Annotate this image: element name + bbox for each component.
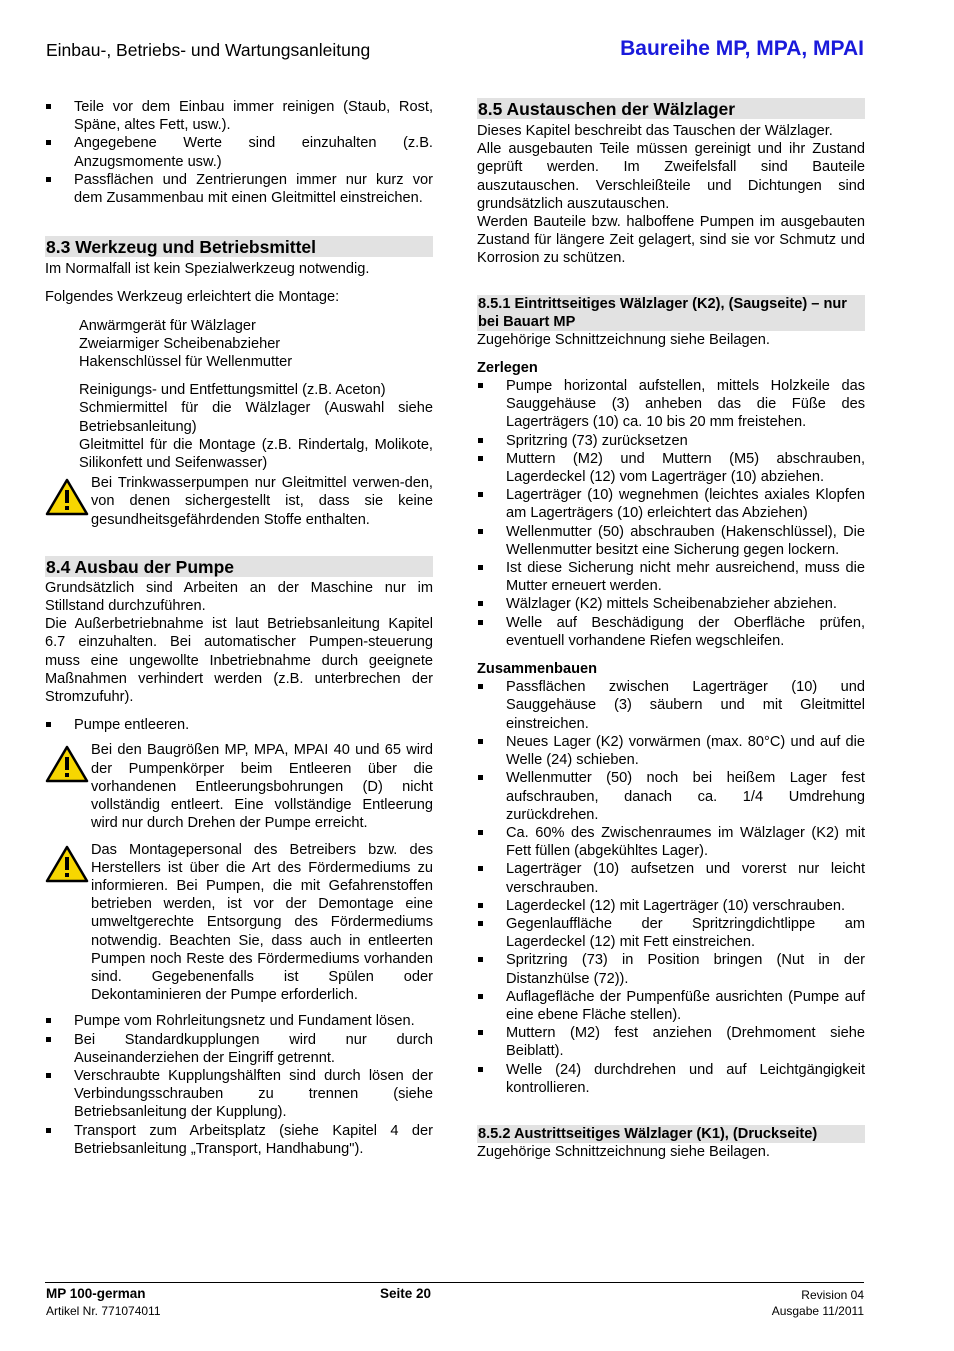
list-item: Muttern (M2) und Muttern (M5) abschrauben, Lagerdeckel (12) vom Lagerträger (10) abziehen.	[477, 450, 865, 486]
list-item: Zweiarmiger Scheibenabzieher	[79, 335, 281, 352]
footer-revision: Revision 04	[801, 1288, 864, 1302]
footer-page-number: Seite 20	[380, 1286, 432, 1301]
right-column	[477, 98, 865, 1161]
bullet-list-zerlegen	[477, 377, 865, 650]
list-item: Gegenlauffläche der Spritzringdichtlippe am Lagerdeckel (12) mit Fett einstreichen.	[477, 915, 865, 951]
warning-note	[45, 474, 433, 529]
list-item: Ca. 60% des Zwischenraumes im Wälzlager (K2) mit Fett füllen (abgekühltes Lager).	[477, 824, 865, 860]
list-item: Pumpe horizontal aufstellen, mittels Holzkeile das Sauggehäuse (3) anheben das die Füße des Lagerträgers (10) ca. 10 bis 20 mm freistehen.	[477, 377, 865, 432]
footer-article-number: Artikel Nr. 771074011	[46, 1304, 161, 1318]
list-item: Welle auf Beschädigung der Oberfläche prüfen, eventuell vorhandene Riefen wegschleifen.	[477, 614, 865, 650]
list-item: Reinigungs- und Entfettungsmittel (z.B. Aceton)	[79, 382, 386, 399]
list-item: Muttern (M2) fest anziehen (Drehmoment siehe Beiblatt).	[477, 1024, 865, 1060]
list-item: Pumpe entleeren.	[45, 716, 433, 734]
list-item: Lagerträger (10) aufsetzen und vorerst nur leicht verschrauben.	[477, 860, 865, 896]
paragraph: Folgendes Werkzeug erleichtert die Montage:	[45, 289, 340, 306]
list-item: Neues Lager (K2) vorwärmen (max. 80°C) und auf die Welle (24) schieben.	[477, 733, 865, 769]
section-heading-8-5: 8.5 Austauschen der Wälzlager	[477, 98, 865, 119]
list-item: Passflächen und Zentrierungen immer nur kurz vor dem Zusammenbau mit einen Gleitmittel einstreichen.	[45, 171, 433, 207]
warning-note	[45, 841, 433, 1005]
bullet-list	[45, 1012, 433, 1158]
list-item: Schmiermittel für die Wälzlager (Auswahl siehe Betriebsanleitung)	[79, 400, 433, 435]
list-item: Teile vor dem Einbau immer reinigen (Staub, Rost, Späne, altes Fett, usw.).	[45, 98, 433, 134]
paragraph: Werden Bauteile bzw. halboffene Pumpen im ausgebauten Zustand für längere Zeit gelagert, sind sie vor Schmutz und Korrosion zu schützen.	[477, 214, 865, 267]
header-title: Einbau-, Betriebs- und Wartungsanleitung	[46, 40, 371, 60]
paragraph: Alle ausgebauten Teile müssen gereinigt und ihr Zustand geprüft werden. Im Zweifelsfall sind Bauteile auszutauschen. Verschleißteile und Dichtungen sind grundsätzlich auszutauschen.	[477, 141, 865, 212]
header-series: Baureihe MP, MPA, MPAI	[620, 37, 864, 60]
list-item: Lagerträger (10) wegnehmen (leichtes axiales Klopfen am Lagerträgers (10) erleichtert das Abziehen)	[477, 486, 865, 522]
list-item: Bei Standardkupplungen wird nur durch Auseinanderziehen der Eingriff getrennt.	[45, 1031, 433, 1067]
subheading-zerlegen: Zerlegen	[477, 359, 538, 376]
footer-edition: Ausgabe 11/2011	[771, 1304, 864, 1318]
bullet-list	[45, 716, 433, 734]
paragraph: Zugehörige Schnittzeichnung siehe Beilagen.	[477, 331, 770, 348]
list-item: Wellenmutter (50) abschrauben (Hakenschlüssel), Die Wellenmutter besitzt eine Sicherung gegen lockern.	[477, 523, 865, 559]
list-item: Ist diese Sicherung nicht mehr ausreichend, muss die Mutter erneuert werden.	[477, 559, 865, 595]
list-item: Verschraubte Kupplungshälften sind durch lösen der Verbindungsschrauben zu trennen (siehe Betriebsanleitung der Kupplung).	[45, 1067, 433, 1122]
bullet-list-zusammenbauen	[477, 678, 865, 1097]
section-heading-8-5-1: 8.5.1 Eintrittseitiges Wälzlager (K2), (Saugseite) – nur bei Bauart MP	[477, 295, 865, 331]
section-heading-8-4: 8.4 Ausbau der Pumpe	[45, 556, 433, 577]
warning-note	[45, 741, 433, 832]
list-item: Anwärmgerät für Wälzlager	[79, 317, 256, 334]
intro-bullet-list	[45, 98, 433, 207]
list-item: Wälzlager (K2) mittels Scheibenabzieher abziehen.	[477, 595, 865, 613]
list-item: Lagerdeckel (12) mit Lagerträger (10) verschrauben.	[477, 897, 865, 915]
footer-divider	[45, 1282, 864, 1283]
list-item: Auflagefläche der Pumpenfüße ausrichten (Pumpe auf eine ebene Fläche stellen).	[477, 988, 865, 1024]
warning-text: Bei Trinkwasserpumpen nur Gleitmittel verwen-den, von denen sichergestellt ist, dass sie keine gesundheitsgefährdenden Stoffe enthalten.	[91, 475, 433, 528]
warning-text: Bei den Baugrößen MP, MPA, MPAI 40 und 65 wird der Pumpenkörper beim Entleeren über die vorhandenen Entleerungsbohrungen (D) nicht vollständig entleert. Eine vollständige Entleerung wird nur durch Drehen der Pumpe erreicht.	[91, 742, 433, 832]
paragraph: Zugehörige Schnittzeichnung siehe Beilagen.	[477, 1143, 770, 1160]
paragraph: Dieses Kapitel beschreibt das Tauschen der Wälzlager.	[477, 123, 833, 139]
tool-list	[45, 317, 433, 473]
list-item: Transport zum Arbeitsplatz (siehe Kapitel 4 der Betriebsanleitung „Transport, Handhabung").	[45, 1122, 433, 1158]
list-item: Welle (24) durchdrehen und auf Leichtgängigkeit kontrollieren.	[477, 1061, 865, 1097]
warning-text: Das Montagepersonal des Betreibers bzw. des Herstellers ist über die Art des Fördermediums zu informieren. Bei Pumpen, die mit Gefahrenstoffen betrieben werden, ist vor der Demontage eine umweltgerechte Entsorgung des Fördermediums notwendig. Beachten Sie, dass auch in entleerten Pumpen noch Reste des Fördermediums vorhanden sind. Gegebenenfalls ist Spülen oder Dekontaminieren der Pumpe erforderlich.	[91, 841, 433, 1004]
list-item: Passflächen zwischen Lagerträger (10) und Sauggehäuse (3) säubern und mit Gleitmittel einstreichen.	[477, 678, 865, 733]
list-item: Gleitmittel für die Montage (z.B. Rindertalg, Molikote, Silikonfett und Seifenwasser)	[79, 436, 433, 472]
list-item: Spritzring (73) in Position bringen (Nut in der Distanzhülse (72)).	[477, 951, 865, 987]
section-heading-8-3: 8.3 Werkzeug und Betriebsmittel	[45, 236, 433, 257]
left-column	[45, 98, 433, 1158]
list-item: Hakenschlüssel für Wellenmutter	[79, 354, 293, 371]
warning-triangle-icon	[45, 478, 89, 516]
section-heading-8-5-2: 8.5.2 Austrittseitiges Wälzlager (K1), (Druckseite)	[477, 1125, 865, 1143]
list-item: Wellenmutter (50) noch bei heißem Lager fest aufschrauben, danach ca. 1/4 Umdrehung zurückdrehen.	[477, 769, 865, 824]
list-item: Spritzring (73) zurücksetzen	[477, 432, 865, 450]
paragraph: Im Normalfall ist kein Spezialwerkzeug notwendig.	[45, 261, 370, 278]
paragraph: Grundsätzlich sind Arbeiten an der Maschine nur im Stillstand durchzuführen.	[45, 579, 433, 615]
warning-triangle-icon	[45, 745, 89, 783]
list-item: Pumpe vom Rohrleitungsnetz und Fundament lösen.	[45, 1012, 433, 1030]
footer-doc-name: MP 100-german	[46, 1286, 146, 1301]
subheading-zusammenbauen: Zusammenbauen	[477, 661, 598, 678]
warning-triangle-icon	[45, 845, 89, 883]
list-item: Angegebene Werte sind einzuhalten (z.B. Anzugsmomente usw.)	[45, 134, 433, 170]
paragraph: Die Außerbetriebnahme ist laut Betriebsanleitung Kapitel 6.7 einzuhalten. Bei automatischer Pumpen-steuerung muss eine ungewollte Inbetriebnahme durch geeignete Maßnahmen verhindert werden (z.B. unterbrechen der Stromzufuhr).	[45, 616, 433, 706]
